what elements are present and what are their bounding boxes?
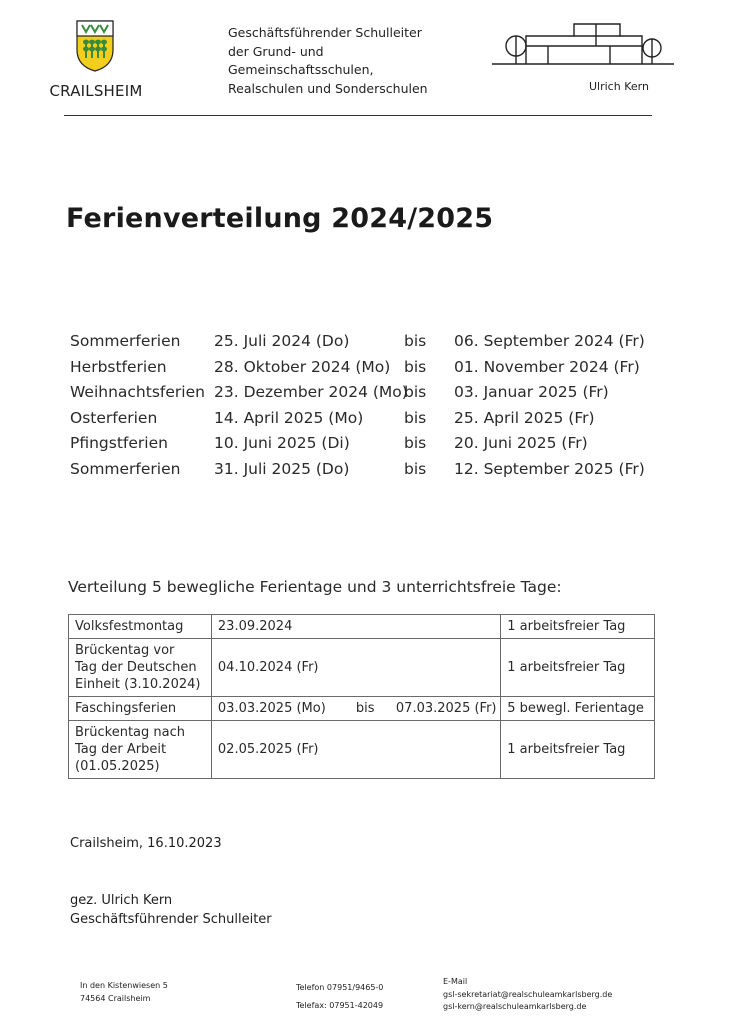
date-separator: bis: [355, 701, 375, 716]
email-link[interactable]: gsl-kern@realschuleamkarlsberg.de: [443, 1002, 587, 1011]
holiday-end: 01. November 2024 (Fr): [454, 357, 640, 376]
date-value: 04.10.2024 (Fr): [217, 660, 319, 675]
email-label: E-Mail: [443, 977, 468, 986]
holiday-separator: bis: [404, 434, 427, 453]
table-row: [69, 697, 655, 721]
holiday-end: 03. Januar 2025 (Fr): [454, 383, 609, 402]
occasion-cell: [69, 639, 212, 697]
date-range: [217, 700, 497, 717]
date-cell: [211, 697, 500, 721]
letterhead-name: Ulrich Kern: [589, 80, 649, 93]
note-cell: [501, 615, 655, 639]
occasion-line: Faschingsferien: [75, 701, 177, 716]
movable-days-heading: Verteilung 5 bewegliche Ferientage und 3 unterrichtsfreie Tage:: [68, 578, 562, 596]
holiday-row: [70, 383, 670, 409]
footer-email: [443, 976, 612, 1014]
occasion-line: Brückentag vor: [75, 643, 175, 658]
holiday-name: Sommerferien: [70, 459, 181, 478]
date-cell: [211, 639, 500, 697]
holiday-row: [70, 460, 670, 486]
letterhead-office: [228, 24, 428, 98]
occasion-cell: [69, 721, 212, 779]
city-name: CRAILSHEIM: [49, 82, 143, 100]
holiday-name: Pfingstferien: [70, 434, 168, 453]
school-building-icon: [492, 22, 674, 70]
place-date: Crailsheim, 16.10.2023: [70, 836, 222, 851]
note-cell: [501, 639, 655, 697]
email-link[interactable]: gsl-sekretariat@realschuleamkarlsberg.de: [443, 989, 613, 999]
occasion-cell: [69, 615, 212, 639]
holiday-start: 10. Juni 2025 (Di): [214, 434, 350, 453]
note-value: 5 bewegl. Ferientage: [507, 701, 644, 716]
footer-phone: [296, 982, 383, 1012]
date-value: 23.09.2024: [217, 619, 293, 634]
holiday-separator: bis: [404, 332, 427, 350]
office-line: Gemeinschaftsschulen,: [228, 62, 374, 77]
office-line: Geschäftsführender Schulleiter: [228, 25, 422, 40]
table-row: [69, 615, 655, 639]
date-end-value: 07.03.2025 (Fr): [395, 701, 497, 716]
fax-number: Telefax: 07951-42049: [296, 1000, 384, 1010]
holiday-row: [70, 434, 670, 460]
header-divider: [64, 115, 652, 116]
holiday-separator: bis: [404, 383, 427, 402]
note-cell: [501, 697, 655, 721]
crailsheim-crest-icon: [76, 20, 114, 72]
holiday-start: 31. Juli 2025 (Do): [214, 459, 350, 478]
footer-address: [80, 980, 168, 1005]
holiday-end: 25. April 2025 (Fr): [454, 408, 595, 427]
movable-days-table: [68, 614, 655, 779]
holiday-row: [70, 332, 670, 358]
holiday-list: [70, 332, 670, 486]
holiday-row: [70, 409, 670, 435]
phone-number: Telefon 07951/9465-0: [296, 983, 384, 992]
table-row: [69, 721, 655, 779]
holiday-end: 06. September 2024 (Fr): [454, 332, 645, 350]
holiday-row: [70, 358, 670, 384]
signature-block: [70, 891, 272, 929]
date-cell: [211, 615, 500, 639]
table-row: [69, 639, 655, 697]
office-line: Realschulen und Sonderschulen: [228, 80, 428, 96]
holiday-end: 12. September 2025 (Fr): [454, 459, 645, 478]
signature-name: gez. Ulrich Kern: [70, 893, 173, 908]
office-line: der Grund- und: [228, 43, 324, 59]
note-cell: [501, 721, 655, 779]
note-value: 1 arbeitsfreier Tag: [507, 660, 626, 675]
holiday-separator: bis: [404, 357, 427, 376]
holiday-name: Herbstferien: [70, 357, 167, 376]
note-value: 1 arbeitsfreier Tag: [507, 742, 626, 757]
occasion-line: Volksfestmontag: [75, 619, 184, 634]
address-city: 74564 Crailsheim: [80, 993, 151, 1003]
date-value: 03.03.2025 (Mo): [217, 701, 326, 716]
occasion-line: Brückentag nach: [75, 725, 185, 740]
note-value: 1 arbeitsfreier Tag: [507, 619, 626, 634]
holiday-start: 23. Dezember 2024 (Mo): [214, 383, 408, 402]
page-title: Ferienverteilung 2024/2025: [66, 203, 494, 234]
date-value: 02.05.2025 (Fr): [217, 742, 319, 757]
holiday-start: 14. April 2025 (Mo): [214, 408, 364, 427]
occasion-line: Einheit (3.10.2024): [75, 677, 201, 692]
holiday-start: 28. Oktober 2024 (Mo): [214, 357, 391, 376]
occasion-line: Tag der Deutschen: [75, 660, 197, 675]
occasion-cell: [69, 697, 212, 721]
address-street: In den Kistenwiesen 5: [80, 981, 168, 990]
holiday-name: Weihnachtsferien: [70, 383, 205, 402]
holiday-name: Osterferien: [70, 408, 158, 427]
occasion-line: Tag der Arbeit: [75, 742, 167, 757]
signature-role: Geschäftsführender Schulleiter: [70, 912, 272, 927]
holiday-separator: bis: [404, 459, 427, 478]
holiday-end: 20. Juni 2025 (Fr): [454, 434, 588, 453]
holiday-start: 25. Juli 2024 (Do): [214, 332, 350, 350]
holiday-separator: bis: [404, 408, 427, 427]
holiday-name: Sommerferien: [70, 332, 181, 350]
occasion-line: (01.05.2025): [75, 759, 160, 774]
date-cell: [211, 721, 500, 779]
